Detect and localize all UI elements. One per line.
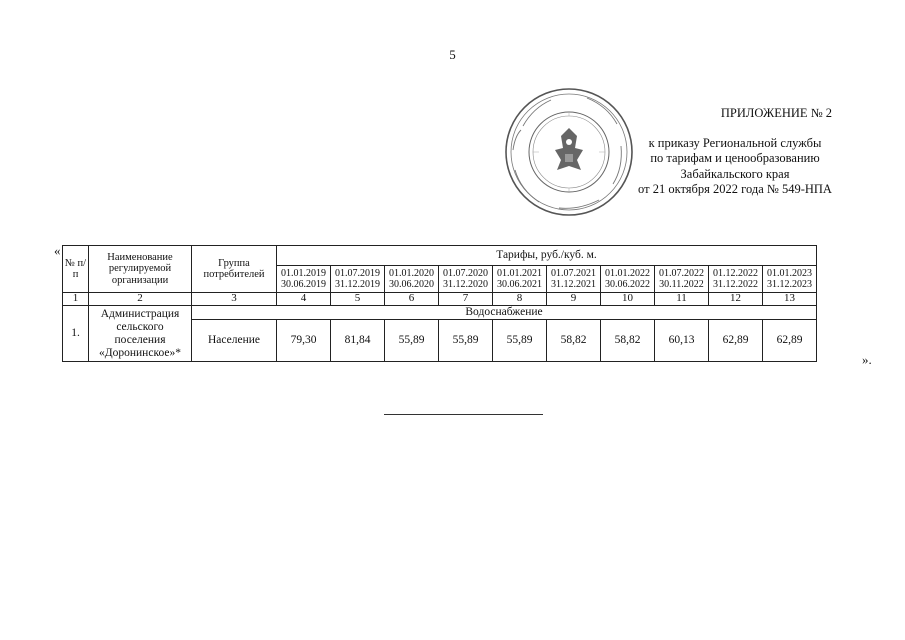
column-number-13: 13 [763, 293, 817, 306]
column-number-3: 3 [192, 293, 277, 306]
header-period-9 [709, 266, 763, 293]
column-number-2: 2 [89, 293, 192, 306]
appendix-line-4: от 21 октября 2022 года № 549-НПА [638, 182, 832, 196]
tariff-value-10: 62,89 [763, 320, 817, 362]
tariff-value-7: 58,82 [601, 320, 655, 362]
column-number-4: 4 [277, 293, 331, 306]
header-period-2 [331, 266, 385, 293]
column-number-6: 6 [385, 293, 439, 306]
tariff-value-1: 79,30 [277, 320, 331, 362]
header-period-4 [439, 266, 493, 293]
row-number: 1. [63, 306, 89, 362]
tariff-value-6: 58,82 [547, 320, 601, 362]
header-period-5 [493, 266, 547, 293]
period-start: 01.01.2021 [497, 267, 542, 279]
tariff-value-5: 55,89 [493, 320, 547, 362]
appendix-line-1: к приказу Региональной службы [648, 135, 822, 150]
consumer-group: Население [192, 320, 277, 362]
tariff-table-body [63, 246, 817, 362]
header-period-8 [655, 266, 709, 293]
column-number-11: 11 [655, 293, 709, 306]
column-number-12: 12 [709, 293, 763, 306]
tariff-value-3: 55,89 [385, 320, 439, 362]
header-org: Наименование регулируемой организации [89, 246, 192, 293]
period-end: 31.12.2023 [767, 279, 812, 290]
column-number-9: 9 [547, 293, 601, 306]
appendix-header [600, 106, 870, 198]
tariff-value-2: 81,84 [331, 320, 385, 362]
period-start: 01.12.2022 [713, 267, 758, 279]
period-start: 01.07.2021 [551, 267, 596, 279]
header-period-3 [385, 266, 439, 293]
period-start: 01.07.2020 [443, 267, 488, 279]
service-name: Водоснабжение [192, 306, 817, 320]
organization-name: Администрация сельского поселения «Доронинское»* [89, 306, 192, 362]
header-period-1 [277, 266, 331, 293]
header-period-6 [547, 266, 601, 293]
period-start: 01.01.2023 [767, 267, 812, 279]
appendix-title: ПРИЛОЖЕНИЕ № 2 [720, 106, 832, 120]
column-number-5: 5 [331, 293, 385, 306]
appendix-line-2: по тарифам и ценообразованию [650, 151, 820, 165]
appendix-line-3: Забайкальского края [680, 166, 790, 181]
period-end: 30.06.2020 [389, 279, 434, 290]
header-period-7 [601, 266, 655, 293]
column-number-8: 8 [493, 293, 547, 306]
page-number: 5 [449, 47, 456, 62]
column-number-10: 10 [601, 293, 655, 306]
header-num: № п/п [63, 246, 89, 293]
period-end: 30.11.2022 [659, 279, 704, 290]
tariff-table [62, 245, 817, 362]
period-start: 01.01.2019 [281, 267, 326, 279]
period-start: 01.01.2020 [389, 267, 434, 279]
closing-quote: ». [862, 352, 872, 367]
column-number-1: 1 [63, 293, 89, 306]
header-row-1 [63, 246, 817, 266]
period-start: 01.07.2022 [659, 267, 704, 279]
period-end: 30.06.2021 [497, 279, 542, 290]
header-tariffs: Тарифы, руб./куб. м. [277, 246, 817, 266]
period-end: 31.12.2019 [335, 279, 380, 290]
period-start: 01.01.2022 [605, 267, 650, 279]
tariff-value-9: 62,89 [709, 320, 763, 362]
tariff-value-4: 55,89 [439, 320, 493, 362]
period-end: 31.12.2020 [443, 279, 488, 290]
tariff-value-8: 60,13 [655, 320, 709, 362]
opening-quote: « [54, 243, 61, 258]
period-end: 31.12.2021 [551, 279, 596, 290]
column-number-7: 7 [439, 293, 493, 306]
period-end: 30.06.2019 [281, 279, 326, 290]
header-period-10 [763, 266, 817, 293]
header-row-column-numbers [63, 293, 817, 306]
header-group: Группа потребителей [192, 246, 277, 293]
end-divider-line [384, 414, 543, 415]
period-end: 30.06.2022 [605, 279, 650, 290]
period-end: 31.12.2022 [713, 279, 758, 290]
service-row [63, 306, 817, 320]
period-start: 01.07.2019 [335, 267, 380, 279]
